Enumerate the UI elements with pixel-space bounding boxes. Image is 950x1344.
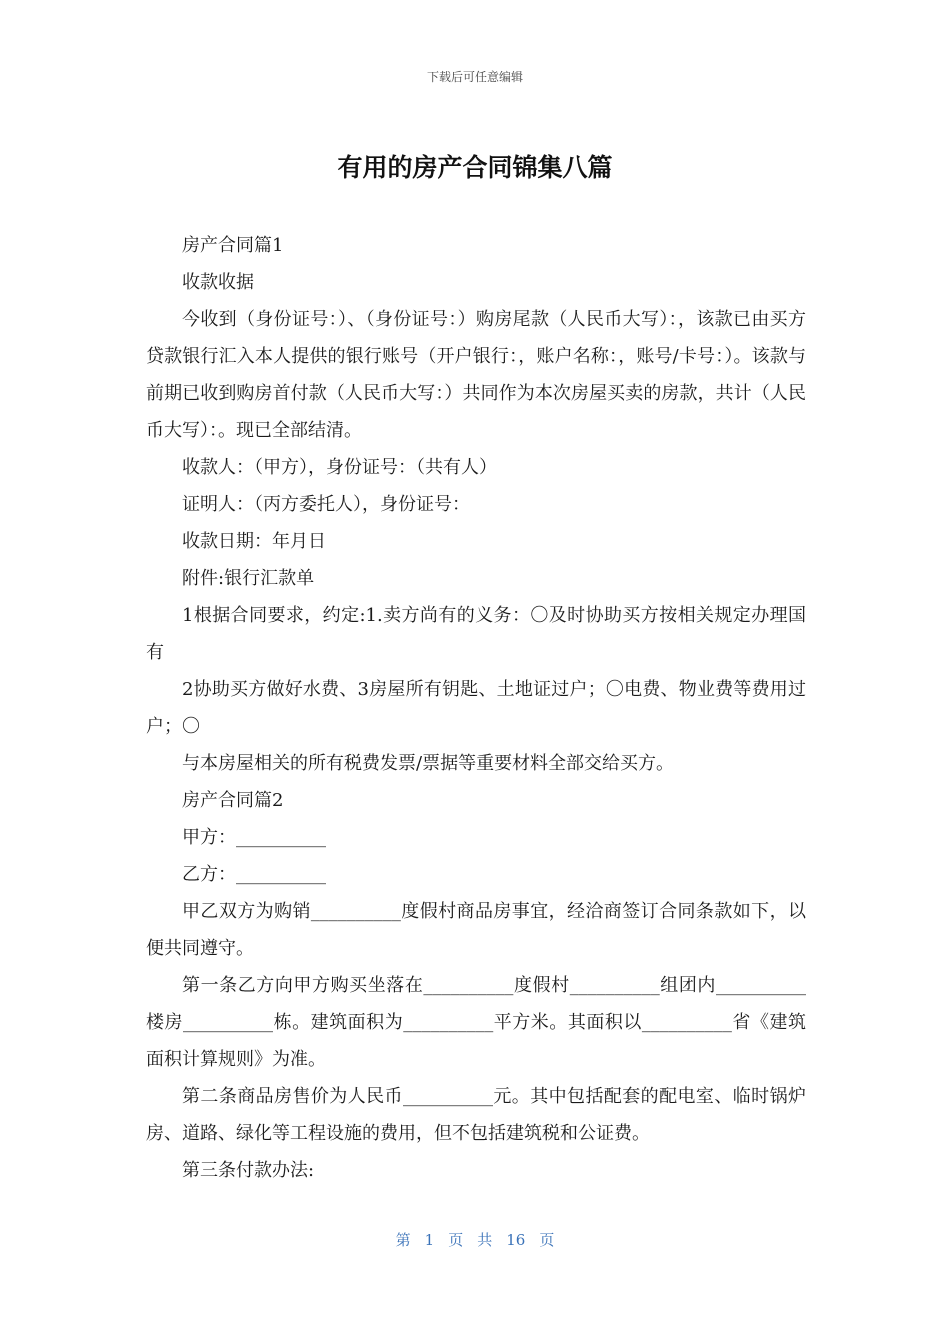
paragraph-13: 乙方：__________	[182, 864, 326, 885]
paragraph-11: 房产合同篇2	[182, 790, 284, 811]
footer-total-label: 共	[477, 1231, 493, 1249]
footer-total-pages: 16	[506, 1231, 526, 1249]
footer-page-label: 第	[395, 1231, 411, 1249]
footer-total-unit: 页	[539, 1231, 555, 1249]
footer-page-number: 1	[424, 1231, 435, 1249]
paragraph-9: 2协助买方做好水费、3房屋所有钥匙、土地证过户；〇电费、物业费等费用过户；〇	[146, 679, 806, 737]
paragraph-14: 甲乙双方为购销__________度假村商品房事宜，经洽商签订合同条款如下，以便共同遵守。	[146, 901, 806, 959]
paragraph-12: 甲方：__________	[182, 827, 326, 848]
paragraph-15: 第一条乙方向甲方购买坐落在__________度假村__________组团内__________楼房__________栋。建筑面积为__________平方米。其面积以__________省《建筑面积计算规则》为准。	[146, 975, 806, 1070]
document-title: 有用的房产合同锦集八篇	[337, 153, 613, 182]
paragraph-16: 第二条商品房售价为人民币__________元。其中包括配套的配电室、临时锅炉房、道路、绿化等工程设施的费用，但不包括建筑税和公证费。	[146, 1086, 806, 1144]
paragraph-17: 第三条付款办法:	[182, 1160, 315, 1181]
paragraph-6: 收款日期：年月日	[182, 531, 326, 552]
paragraph-5: 证明人：（丙方委托人），身份证号：	[182, 494, 470, 515]
paragraph-10: 与本房屋相关的所有税费发票/票据等重要材料全部交给买方。	[182, 753, 675, 774]
document-body	[146, 227, 806, 1189]
paragraph-1: 房产合同篇1	[182, 235, 284, 256]
footer-page-unit: 页	[448, 1231, 464, 1249]
paragraph-4: 收款人：（甲方），身份证号：（共有人）	[182, 457, 497, 478]
paragraph-2: 收款收据	[182, 272, 254, 293]
paragraph-3: 今收到（身份证号：）、（身份证号：）购房尾款（人民币大写）：，该款已由买方贷款银行汇入本人提供的银行账号（开户银行：，账户名称：，账号/卡号：）。该款与前期已收到购房首付款（人民币大写：）共同作为本次房屋买卖的房款，共计（人民币大写）：。现已全部结清。	[146, 309, 806, 441]
page-header-note: 下载后可任意编辑	[426, 70, 523, 84]
paragraph-8: 1根据合同要求，约定:1.卖方尚有的义务：〇及时协助买方按相关规定办理国有	[146, 605, 806, 663]
page-footer	[0, 1229, 950, 1250]
paragraph-7: 附件:银行汇款单	[182, 568, 315, 589]
